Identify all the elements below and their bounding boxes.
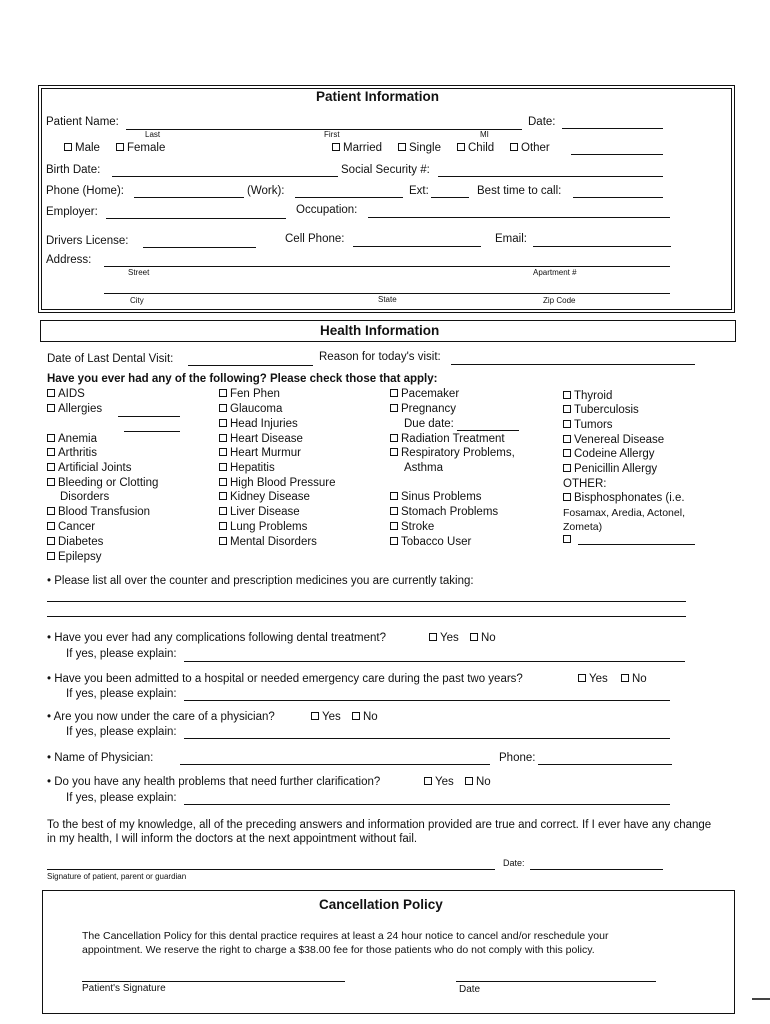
condition-label: High Blood Pressure (230, 477, 336, 489)
condition-label: Stomach Problems (401, 506, 499, 518)
cell-phone-field[interactable] (353, 246, 481, 247)
condition-mental-disorders[interactable] (219, 535, 317, 550)
single-checkbox[interactable] (398, 142, 441, 154)
reason-label: Reason for today's visit: (319, 351, 441, 363)
bisphosphonates-cont-2: Zometa) (563, 521, 603, 533)
condition-heart-murmur[interactable] (219, 446, 301, 461)
checkbox-icon (390, 492, 398, 500)
no-label: No (363, 711, 378, 723)
name-sublabel-last: Last (145, 130, 161, 139)
no-label: No (481, 632, 496, 644)
condition-label: Diabetes (58, 536, 104, 548)
reason-field[interactable] (451, 364, 695, 365)
condition-artificial-joints[interactable] (47, 461, 132, 476)
condition-anemia[interactable] (47, 432, 97, 447)
condition-label: Glaucoma (230, 403, 283, 415)
other-label: Other (521, 142, 550, 154)
checkbox-icon (219, 507, 227, 515)
child-checkbox[interactable] (457, 142, 494, 154)
checkbox-icon (621, 674, 629, 682)
yes-label: Yes (589, 673, 608, 685)
condition-respiratory[interactable] (390, 446, 515, 461)
best-time-field[interactable] (573, 197, 663, 198)
ssn-label: Social Security #: (341, 164, 430, 176)
checkbox-icon (47, 507, 55, 515)
checkbox-icon (470, 633, 478, 641)
checkbox-icon (563, 535, 571, 543)
child-label: Child (468, 142, 495, 154)
condition-label: Tobacco User (401, 536, 472, 548)
drivers-license-label: Drivers License: (46, 235, 129, 247)
condition-sinus[interactable] (390, 490, 482, 505)
birth-date-field[interactable] (112, 176, 338, 177)
hospital-yes[interactable] (578, 673, 608, 685)
cancellation-date-field[interactable] (456, 981, 656, 982)
condition-bisphosphonates[interactable] (563, 491, 685, 506)
condition-label: Artificial Joints (58, 462, 132, 474)
physician-phone-label: Phone: (499, 752, 536, 764)
physician-name-row: • Name of Physician: (47, 752, 154, 764)
condition-label: Penicillin Allergy (574, 463, 658, 475)
phone-home-field[interactable] (134, 197, 244, 198)
condition-respiratory-cont: Asthma (404, 462, 443, 474)
other-checkbox[interactable] (510, 142, 550, 154)
medicines-field-1[interactable] (47, 601, 686, 602)
last-visit-label: Date of Last Dental Visit: (47, 353, 174, 365)
physician-phone-field[interactable] (538, 764, 672, 765)
condition-fen-phen[interactable] (219, 387, 280, 402)
condition-allergies[interactable] (47, 402, 102, 417)
hospital-explain-field[interactable] (184, 700, 670, 701)
checkbox-icon (563, 420, 571, 428)
checkbox-icon (510, 143, 518, 151)
patient-signature-label: Patient's Signature (82, 983, 166, 994)
condition-cancer[interactable] (47, 520, 95, 535)
medicines-field-2[interactable] (47, 616, 686, 617)
condition-label: Bisphosphonates (i.e. (574, 492, 685, 504)
name-sublabel-mi: MI (480, 130, 489, 139)
occupation-label: Occupation: (296, 204, 358, 216)
condition-hepatitis[interactable] (219, 461, 275, 476)
checkbox-icon (116, 143, 124, 151)
condition-high-blood-pressure[interactable] (219, 476, 335, 491)
complications-yes[interactable] (429, 632, 459, 644)
condition-tuberculosis[interactable] (563, 403, 639, 418)
male-checkbox[interactable] (64, 142, 100, 154)
checkbox-icon (47, 448, 55, 456)
condition-label: Pregnancy (401, 403, 456, 415)
condition-label: Epilepsy (58, 551, 102, 563)
condition-stroke[interactable] (390, 520, 434, 535)
married-label: Married (343, 142, 382, 154)
condition-label: Stroke (401, 521, 435, 533)
ext-field[interactable] (431, 197, 469, 198)
checkbox-icon (563, 449, 571, 457)
date-field[interactable] (562, 128, 663, 129)
checkbox-icon (390, 434, 398, 442)
ssn-field[interactable] (438, 176, 663, 177)
condition-head-injuries[interactable] (219, 417, 298, 432)
condition-epilepsy[interactable] (47, 550, 101, 565)
yes-label: Yes (435, 776, 454, 788)
checkbox-icon (219, 478, 227, 486)
checkbox-icon (352, 712, 360, 720)
checkbox-icon (390, 389, 398, 397)
condition-glaucoma[interactable] (219, 402, 282, 417)
checkbox-icon (578, 674, 586, 682)
allergies-field-2[interactable] (124, 431, 180, 432)
ext-label: Ext: (409, 185, 429, 197)
apartment-sublabel: Apartment # (533, 268, 577, 277)
condition-label: Kidney Disease (230, 491, 310, 503)
zip-sublabel: Zip Code (543, 296, 576, 305)
condition-tumors[interactable] (563, 418, 613, 433)
street-sublabel: Street (128, 268, 150, 277)
patient-name-label: Patient Name: (46, 116, 119, 128)
checkbox-icon (219, 434, 227, 442)
checkbox-icon (390, 537, 398, 545)
checkbox-icon (219, 448, 227, 456)
checkbox-icon (311, 712, 319, 720)
physician-question: • Are you now under the care of a physician? (47, 711, 275, 723)
condition-aids[interactable] (47, 387, 85, 402)
physician-name-label: Name of Physician: (54, 752, 154, 764)
signature-date-field[interactable] (530, 869, 663, 870)
phone-home-label: Phone (Home): (46, 185, 124, 197)
best-time-label: Best time to call: (477, 185, 562, 197)
email-label: Email: (495, 233, 527, 245)
checkbox-icon (390, 404, 398, 412)
checkbox-icon (563, 493, 571, 501)
drivers-license-field[interactable] (143, 247, 256, 248)
signature-field[interactable] (47, 869, 495, 870)
complications-no[interactable] (470, 632, 496, 644)
checkbox-icon (563, 435, 571, 443)
condition-heart-disease[interactable] (219, 432, 303, 447)
condition-bleeding-cont: Disorders (60, 491, 110, 503)
condition-label: Mental Disorders (230, 536, 317, 548)
condition-label: Tumors (574, 419, 613, 431)
checkbox-icon (47, 389, 55, 397)
conditions-question: Have you ever had any of the following? Please check those that apply: (47, 373, 438, 385)
physician-yes[interactable] (311, 711, 341, 723)
checkbox-icon (332, 143, 340, 151)
condition-label: AIDS (58, 388, 85, 400)
clarification-explain-label: If yes, please explain: (66, 792, 177, 804)
hospital-no[interactable] (621, 673, 647, 685)
complications-explain-label: If yes, please explain: (66, 648, 177, 660)
condition-label: Sinus Problems (401, 491, 482, 503)
patient-signature-field[interactable] (82, 981, 345, 982)
checkbox-icon (424, 777, 432, 785)
condition-label: Radiation Treatment (401, 433, 505, 445)
condition-label: Blood Transfusion (58, 506, 151, 518)
male-label: Male (75, 142, 100, 154)
condition-radiation[interactable] (390, 432, 505, 447)
condition-label: Allergies (58, 403, 103, 415)
condition-pregnancy[interactable] (390, 402, 456, 417)
condition-diabetes[interactable] (47, 535, 103, 550)
condition-label: Codeine Allergy (574, 448, 655, 460)
clarification-explain-field[interactable] (184, 804, 670, 805)
occupation-field[interactable] (368, 217, 670, 218)
checkbox-icon (47, 404, 55, 412)
checkbox-icon (457, 143, 465, 151)
married-checkbox[interactable] (332, 142, 382, 154)
scan-mark (752, 998, 770, 1000)
condition-tobacco[interactable] (390, 535, 471, 550)
condition-other-field[interactable] (578, 544, 695, 545)
employer-field[interactable] (106, 218, 286, 219)
patient-info-title: Patient Information (316, 89, 440, 104)
address-street-field[interactable] (104, 266, 670, 267)
checkbox-icon (219, 389, 227, 397)
last-visit-field[interactable] (188, 365, 313, 366)
cancellation-title: Cancellation Policy (319, 897, 443, 912)
cancellation-date-label: Date (459, 984, 481, 995)
condition-label: Hepatitis (230, 462, 275, 474)
condition-blood-transfusion[interactable] (47, 505, 150, 520)
no-label: No (632, 673, 647, 685)
other-heading: OTHER: (563, 478, 607, 490)
checkbox-icon (563, 405, 571, 413)
physician-no[interactable] (352, 711, 378, 723)
city-sublabel: City (130, 296, 144, 305)
checkbox-icon (390, 507, 398, 515)
medicines-question: • Please list all over the counter and prescription medicines you are currently taking: (47, 575, 474, 587)
complications-question: • Have you ever had any complications following dental treatment? (47, 632, 387, 644)
checkbox-icon (398, 143, 406, 151)
condition-label: Lung Problems (230, 521, 308, 533)
checkbox-icon (219, 419, 227, 427)
checkbox-icon (47, 478, 55, 486)
date-label: Date: (528, 116, 556, 128)
clarification-yes[interactable] (424, 776, 454, 788)
medicines-question-text: Please list all over the counter and prescription medicines you are currently taking: (54, 575, 474, 587)
female-label: Female (127, 142, 166, 154)
condition-other[interactable] (563, 533, 574, 548)
phone-work-field[interactable] (295, 197, 403, 198)
condition-label: Head Injuries (230, 418, 298, 430)
checkbox-icon (390, 448, 398, 456)
condition-lung-problems[interactable] (219, 520, 307, 535)
checkbox-icon (47, 522, 55, 530)
allergies-field-1[interactable] (118, 416, 180, 417)
complications-question-text: Have you ever had any complications following dental treatment? (54, 632, 387, 644)
condition-stomach[interactable] (390, 505, 498, 520)
address-city-field[interactable] (104, 293, 670, 294)
condition-liver-disease[interactable] (219, 505, 300, 520)
cell-phone-label: Cell Phone: (285, 233, 345, 245)
physician-explain-field[interactable] (184, 738, 670, 739)
condition-label: Anemia (58, 433, 97, 445)
checkbox-icon (219, 492, 227, 500)
checkbox-icon (47, 537, 55, 545)
clarification-no[interactable] (465, 776, 491, 788)
condition-label: Heart Disease (230, 433, 303, 445)
condition-label: Venereal Disease (574, 434, 665, 446)
condition-label: Thyroid (574, 390, 613, 402)
checkbox-icon (64, 143, 72, 151)
other-field[interactable] (571, 154, 663, 155)
email-field[interactable] (533, 246, 671, 247)
hospital-explain-label: If yes, please explain: (66, 688, 177, 700)
condition-pacemaker[interactable] (390, 387, 459, 402)
condition-bleeding[interactable] (47, 476, 158, 491)
clarification-question-text: Do you have any health problems that need further clarification? (54, 776, 381, 788)
checkbox-icon (47, 434, 55, 442)
physician-name-field[interactable] (180, 764, 490, 765)
checkbox-icon (219, 463, 227, 471)
checkbox-icon (47, 463, 55, 471)
hospital-question: • Have you been admitted to a hospital or needed emergency care during the past two years? (47, 673, 523, 685)
condition-label: Tuberculosis (574, 404, 639, 416)
name-sublabel-first: First (324, 130, 340, 139)
physician-question-text: Are you now under the care of a physician? (53, 711, 275, 723)
clarification-question: • Do you have any health problems that need further clarification? (47, 776, 381, 788)
checkbox-icon (465, 777, 473, 785)
condition-arthritis[interactable] (47, 446, 97, 461)
checkbox-icon (563, 391, 571, 399)
due-date-field[interactable] (457, 430, 519, 431)
signature-date-label: Date: (503, 858, 525, 868)
checkbox-icon (563, 464, 571, 472)
hospital-question-text: Have you been admitted to a hospital or needed emergency care during the past two years? (54, 673, 523, 685)
condition-thyroid[interactable] (563, 389, 612, 404)
condition-penicillin[interactable] (563, 462, 657, 477)
checkbox-icon (219, 537, 227, 545)
phone-work-label: (Work): (247, 185, 285, 197)
female-checkbox[interactable] (116, 142, 165, 154)
address-label: Address: (46, 254, 92, 266)
cancellation-text: The Cancellation Policy for this dental practice requires at least a 24 hour notice to cancel and/or reschedule your appointment. We reserve the right to charge a $38.00 fee for those patients who do not comply with this policy. (82, 930, 609, 956)
checkbox-icon (390, 522, 398, 530)
condition-venereal[interactable] (563, 433, 664, 448)
condition-label: Liver Disease (230, 506, 300, 518)
no-label: No (476, 776, 491, 788)
checkbox-icon (219, 522, 227, 530)
attestation-statement: To the best of my knowledge, all of the preceding answers and information provided are true and correct. If I ever have any change in my health, I will inform the doctors at the next appointment without fail. (47, 819, 712, 845)
checkbox-icon (47, 552, 55, 560)
complications-explain-field[interactable] (184, 661, 685, 662)
bisphosphonates-cont-1: Fosamax, Aredia, Actonel, (563, 507, 685, 519)
condition-label: Pacemaker (401, 388, 460, 400)
condition-label: Arthritis (58, 447, 97, 459)
condition-label: Respiratory Problems, (401, 447, 515, 459)
health-info-title: Health Information (320, 323, 440, 338)
signature-label: Signature of patient, parent or guardian (47, 872, 187, 881)
single-label: Single (409, 142, 441, 154)
birth-date-label: Birth Date: (46, 164, 101, 176)
condition-kidney-disease[interactable] (219, 490, 310, 505)
condition-label: Bleeding or Clotting (58, 477, 159, 489)
yes-label: Yes (440, 632, 459, 644)
checkbox-icon (219, 404, 227, 412)
condition-label: Fen Phen (230, 388, 280, 400)
yes-label: Yes (322, 711, 341, 723)
physician-explain-label: If yes, please explain: (66, 726, 177, 738)
state-sublabel: State (378, 295, 397, 304)
employer-label: Employer: (46, 206, 98, 218)
due-date-label: Due date: (404, 418, 454, 430)
condition-codeine[interactable] (563, 447, 655, 462)
checkbox-icon (429, 633, 437, 641)
condition-label: Cancer (58, 521, 96, 533)
condition-label: Heart Murmur (230, 447, 301, 459)
